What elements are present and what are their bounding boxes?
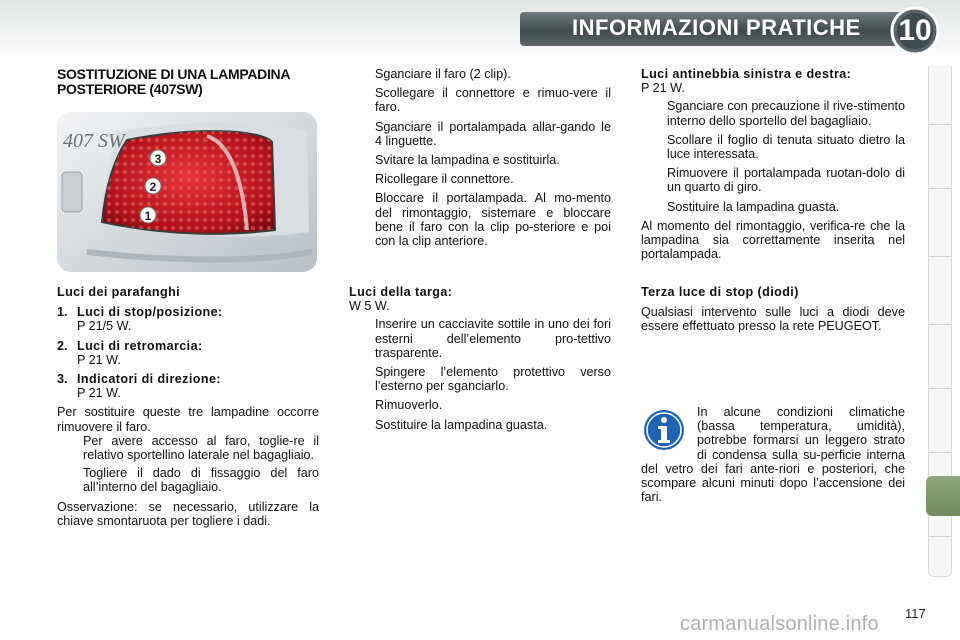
- list-item: 2. Luci di retromarcia: P 21 W.: [57, 338, 203, 367]
- list-item: Rimuoverlo.: [375, 398, 443, 413]
- list-item: Spingere l’elemento protettivo verso l’esterno per sganciarlo.: [375, 365, 611, 394]
- svg-text:1: 1: [144, 209, 152, 223]
- info-icon-spacer: [641, 405, 697, 459]
- middle-column-top: [349, 67, 611, 248]
- left-note: Osservazione: se necessario, utilizzare la chiave smontaruota per togliere i dadi.: [57, 499, 319, 528]
- left-heading: Luci dei parafanghi: [57, 285, 181, 299]
- left-intro: Per sostituire queste tre lampadine occorre rimuovere il faro.: [57, 405, 319, 434]
- list-item: Ricollegare il connettore.: [375, 172, 514, 187]
- info-text: In alcune condizioni climatiche (bassa temperatura, umidità), potrebbe formarsi un leggero strato di condensa sulla su-perficie interna del vetro dei fari ante-riori e posteriori, che scompare alcuni minuti dopo l’accensione dei fari.: [641, 405, 905, 505]
- watermark: carmanualsonline.info: [680, 613, 879, 635]
- list-item: Sostituire la lampadina guasta.: [667, 199, 840, 214]
- info-box: [641, 405, 905, 504]
- svg-text:2: 2: [149, 180, 157, 194]
- list-item: 3. Indicatori di direzione: P 21 W.: [57, 372, 221, 401]
- third-stop-section: [641, 285, 905, 334]
- list-item: Per avere accesso al faro, toglie-re il relativo sportellino laterale nel bagagliaio.: [83, 433, 319, 463]
- tab-divider: [929, 324, 951, 325]
- fog-note: Al momento del rimontaggio, verifica-re che la lampadina sia correttamente inserita nel portalampada.: [641, 218, 905, 262]
- list-item: 1. Luci di stop/posizione: P 21/5 W.: [57, 305, 223, 334]
- tab-divider: [929, 124, 951, 125]
- list-item: Togliere il dado di fissaggio del faro all’interno del bagagliaio.: [83, 466, 319, 495]
- tab-divider: [929, 188, 951, 189]
- chapter-title: INFORMAZIONI PRATICHE: [572, 15, 861, 40]
- tab-divider: [929, 256, 951, 257]
- right-column: [641, 67, 905, 261]
- model-badge: 407 SW: [63, 130, 125, 152]
- rear-lamp-illustration: [57, 112, 317, 272]
- third-heading: Terza luce di stop (diodi): [641, 285, 799, 299]
- list-item: Svitare la lampadina e sostituirla.: [375, 153, 560, 168]
- list-item: Sganciare il portalampada allar-gando le 4 linguette.: [375, 119, 611, 148]
- tab-divider: [929, 536, 951, 537]
- list-item: Scollare il foglio di tenuta situato dietro la luce interessata.: [667, 132, 905, 162]
- chapter-number: 10: [898, 14, 932, 47]
- list-item: Bloccare il portalampada. Al mo-mento del rimontaggio, sistemare e bloccare bene il faro con la clip po-steriore e poi con la clip anteriore.: [375, 191, 611, 249]
- tab-divider: [929, 388, 951, 389]
- list-item: Rimuovere il portalampada ruotan-dolo di un quarto di giro.: [667, 166, 905, 195]
- plate-value: W 5 W.: [349, 299, 390, 314]
- third-text: Qualsiasi intervento sulle luci a diodi deve essere effettuato presso la rete PEUGEOT.: [641, 305, 905, 334]
- page-number: 117: [905, 606, 926, 621]
- list-item: Inserire un cacciavite sottile in uno dei fori esterni dell’elemento pro-tettivo trasparente.: [375, 317, 611, 360]
- middle-column-plate: [349, 285, 611, 432]
- callout-2: [145, 178, 161, 194]
- svg-text:3: 3: [154, 152, 162, 166]
- section-title: SOSTITUZIONE DI UNA LAMPADINA POSTERIORE (407SW): [57, 66, 290, 97]
- rear-lamp-photo: [57, 112, 317, 272]
- list-item: Sostituire la lampadina guasta.: [375, 417, 548, 432]
- plate-heading: Luci della targa:: [349, 285, 453, 299]
- fog-value: P 21 W.: [641, 81, 685, 96]
- callout-3: [150, 150, 166, 166]
- list-item: Scollegare il connettore e rimuo-vere il faro.: [375, 86, 611, 115]
- list-item: Sganciare il faro (2 clip).: [375, 67, 511, 81]
- list-item: Sganciare con precauzione il rive-stimento interno dello sportello del bagagliaio.: [667, 99, 905, 128]
- tab-divider: [929, 452, 951, 453]
- callout-1: [140, 207, 156, 223]
- left-column: [57, 285, 319, 528]
- fog-heading: Luci antinebbia sinistra e destra:: [641, 67, 852, 81]
- active-chapter-tab[interactable]: [926, 476, 960, 516]
